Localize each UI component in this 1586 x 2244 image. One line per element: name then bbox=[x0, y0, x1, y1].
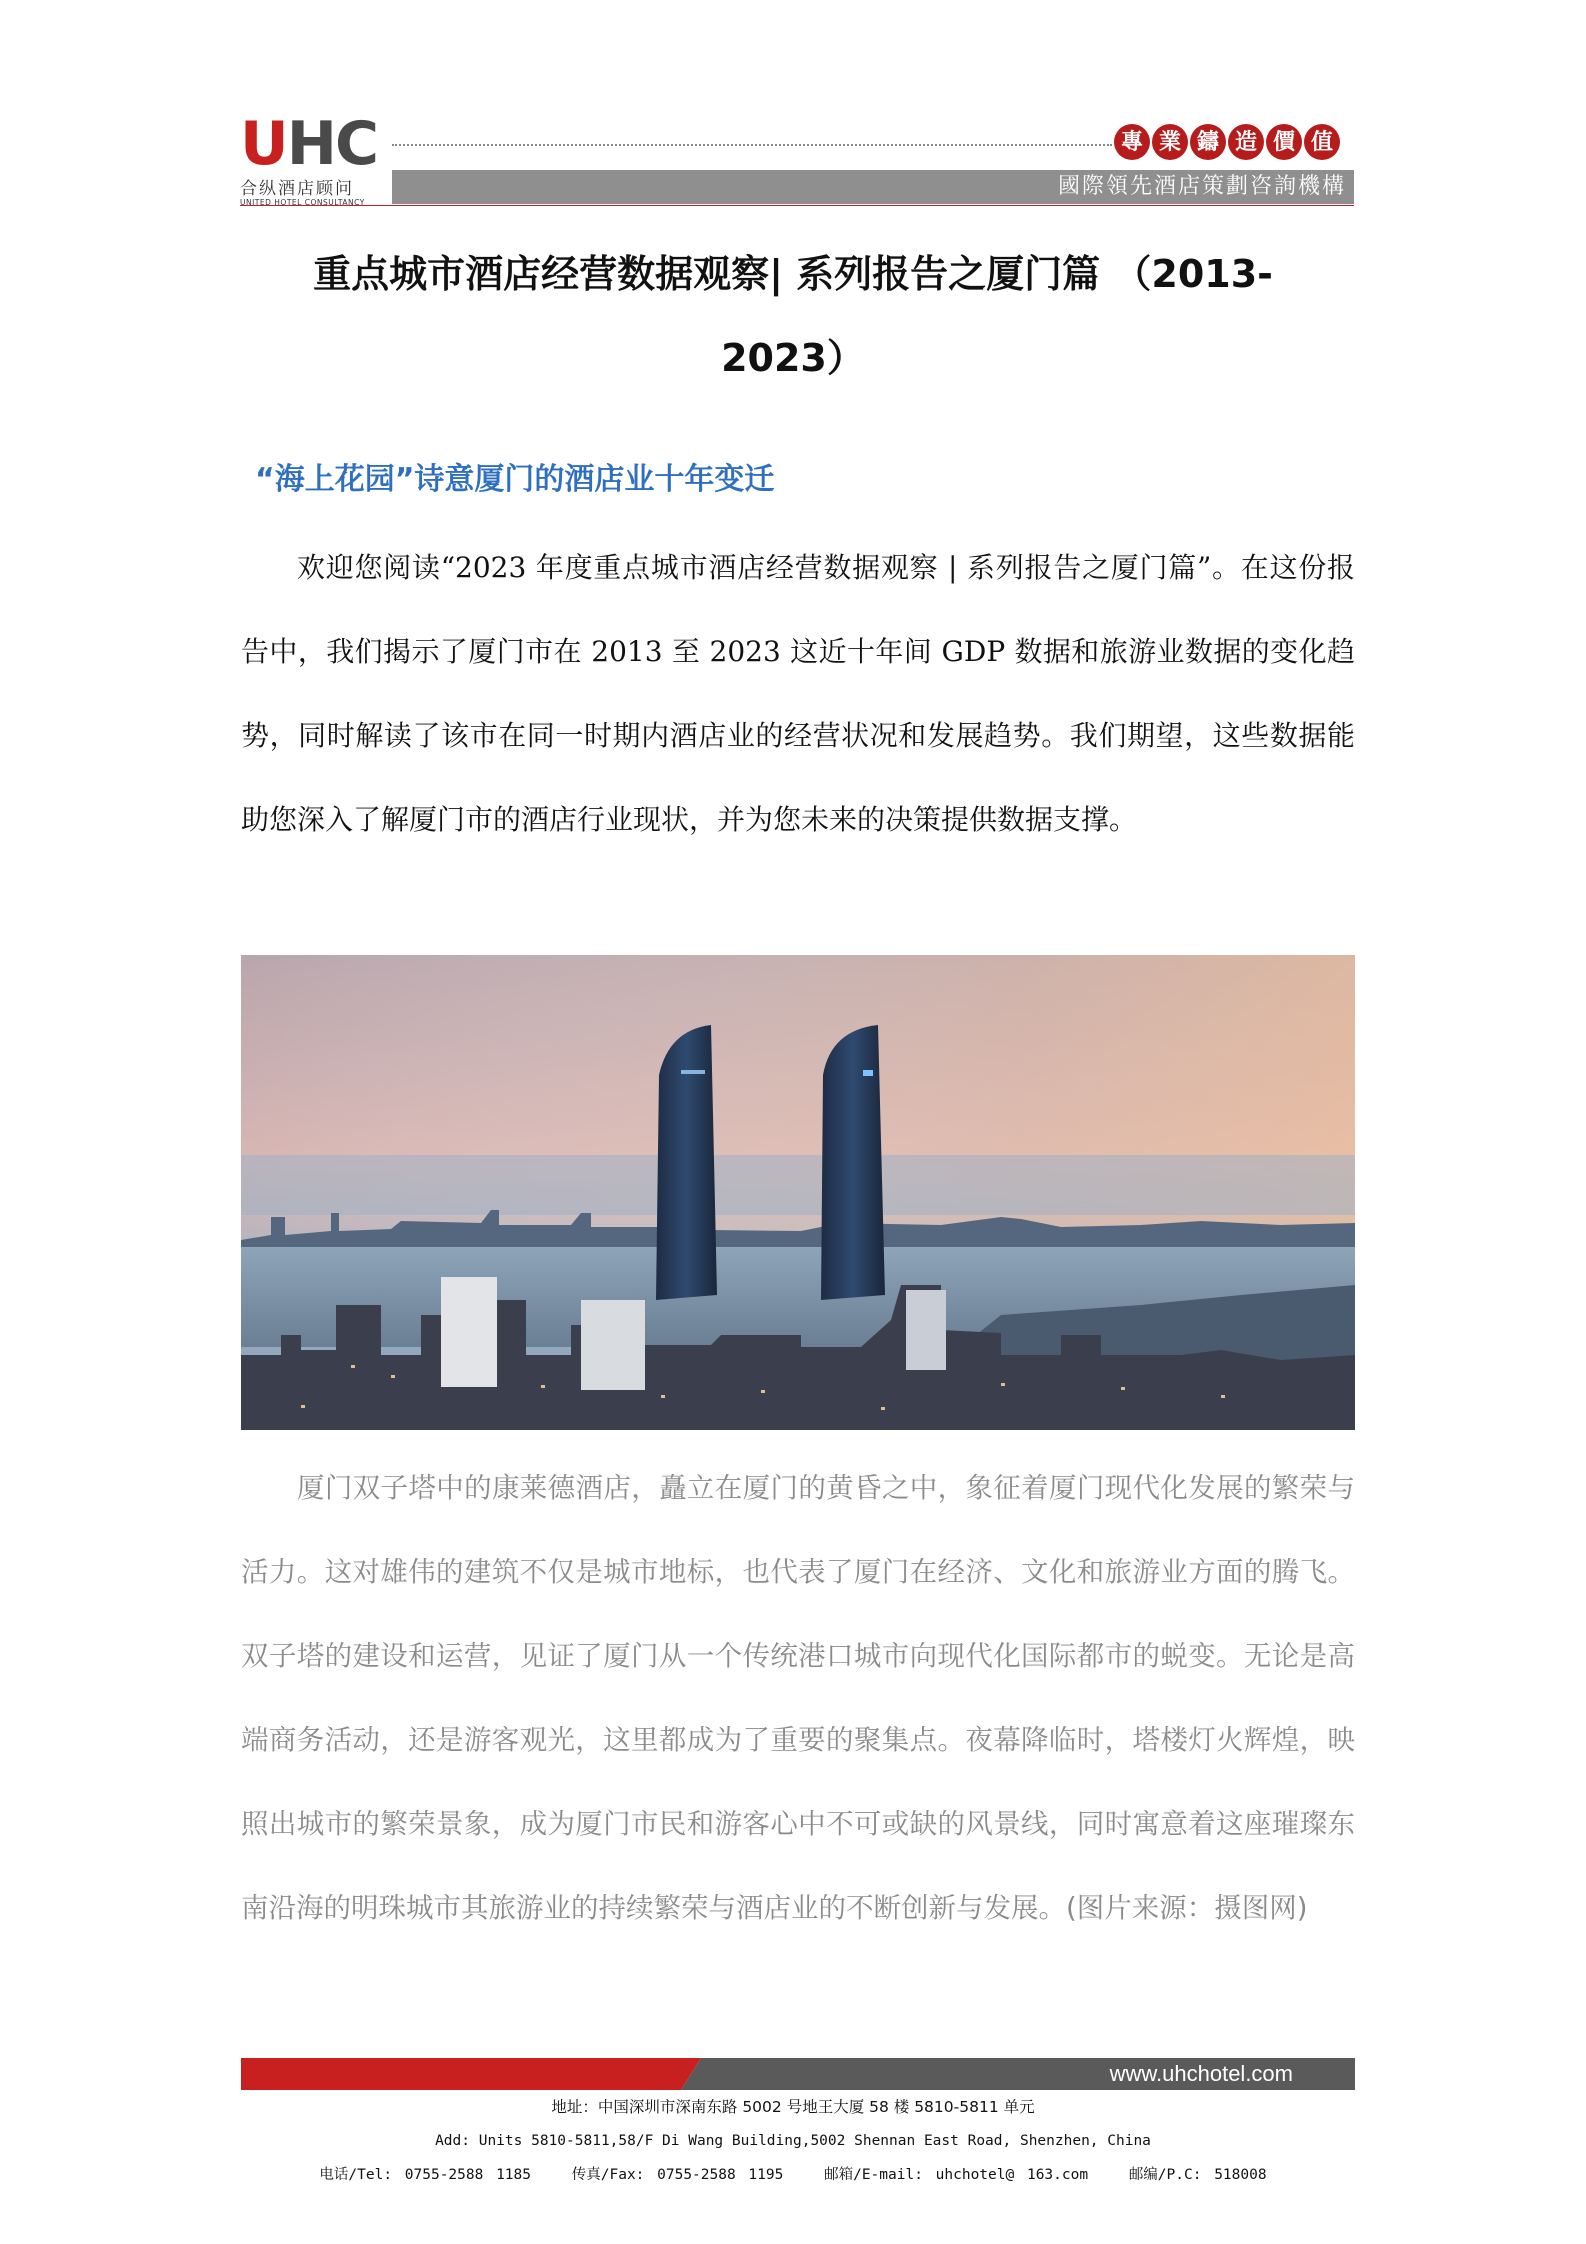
footer-tel: 电话/Tel: 0755-2588 1185 bbox=[319, 2167, 532, 2183]
slogan-seal: 業 bbox=[1152, 124, 1188, 160]
footer-postcode: 邮编/P.C: 518008 bbox=[1128, 2167, 1267, 2183]
section-heading: “海上花园”诗意厦门的酒店业十年变迁 bbox=[255, 462, 775, 497]
footer-website-link[interactable]: www.uhchotel.com bbox=[1109, 2061, 1293, 2086]
slogan-seals bbox=[1114, 124, 1340, 160]
report-title: 重点城市酒店经营数据观察| 系列报告之厦门篇 （2013-2023） bbox=[313, 252, 1273, 380]
header-gray-bar bbox=[392, 170, 1354, 204]
footer-bar bbox=[241, 2058, 1355, 2090]
header-tagline: 國際領先酒店策劃咨詢機構 bbox=[1057, 174, 1346, 199]
slogan-seal: 價 bbox=[1266, 124, 1302, 160]
header-red-rule bbox=[240, 205, 1354, 206]
slogan-seal: 鑄 bbox=[1190, 124, 1226, 160]
xiamen-twin-towers-photo bbox=[241, 955, 1355, 1430]
photo-caption-paragraph: 厦门双子塔中的康莱德酒店，矗立在厦门的黄昏之中，象征着厦门现代化发展的繁荣与活力。这对雄伟的建筑不仅是城市地标，也代表了厦门在经济、文化和旅游业方面的腾飞。双子塔的建设和运营，见证了厦门从一个传统港口城市向现代化国际都市的蜕变。无论是高端商务活动，还是游客观光，这里都成为了重要的聚集点。夜幕降临时，塔楼灯火辉煌，映照出城市的繁荣景象，成为厦门市民和游客心中不可或缺的风景线，同时寓意着这座璀璨东南沿海的明珠城市其旅游业的持续繁荣与酒店业的不断创新与发展。(图片来源：摄图网) bbox=[241, 1472, 1355, 1924]
footer-address-cn: 地址：中国深圳市深南东路 5002 号地王大厦 58 楼 5810-5811 单元 bbox=[551, 2098, 1035, 2116]
uhc-logo bbox=[240, 109, 388, 207]
footer-address-en: Add: Units 5810-5811,58/F Di Wang Building,5002 Shennan East Road, Shenzhen, China bbox=[435, 2133, 1151, 2149]
footer-email[interactable]: 邮箱/E-mail: uhchotel@ 163.com bbox=[824, 2167, 1089, 2183]
slogan-seal: 專 bbox=[1114, 124, 1150, 160]
logo-english-name: UNITED HOTEL CONSULTANCY bbox=[240, 198, 365, 207]
logo-chinese-name: 合纵酒店顾问 bbox=[240, 179, 354, 199]
logo-letters: UHC bbox=[240, 109, 377, 179]
header-dotted-rule bbox=[392, 144, 1112, 146]
intro-paragraph: 欢迎您阅读“2023 年度重点城市酒店经营数据观察 | 系列报告之厦门篇”。在这份报告中，我们揭示了厦门市在 2013 至 2023 这近十年间 GDP 数据和旅游业数据的变化趋势，同时解读了该市在同一时期内酒店业的经营状况和发展趋势。我们期望，这些数据能助您深入了解厦门市的酒店行业现状，并为您未来的决策提供数据支撑。 bbox=[241, 551, 1355, 836]
slogan-seal: 值 bbox=[1304, 124, 1340, 160]
footer-fax: 传真/Fax: 0755-2588 1195 bbox=[571, 2167, 784, 2183]
footer-contact-line bbox=[0, 2164, 1586, 2186]
slogan-seal: 造 bbox=[1228, 124, 1264, 160]
